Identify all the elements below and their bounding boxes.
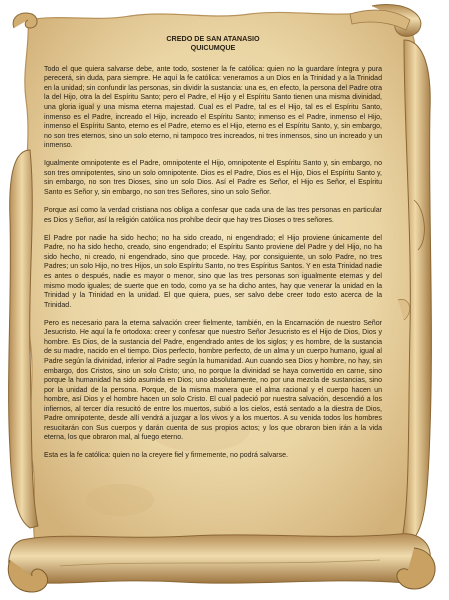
paragraph-1: Todo el que quiera salvarse debe, ante todo, sostener la fe católica: quien no la guardare íntegra y pura perecerá, sin duda, para siempre. He aquí la fe católica: veneramos a un Dios en la Trinidad y a la Trinidad en la unidad; sin confundir las personas, sin dividir la sustancia: una es, en efecto, la persona del Padre otra la del Hijo, otra la del Espíritu Santo; pero el Padre, el Hijo y el Espíritu Santo tienen una misma divinidad, una gloria igual y una misma eterna majestad. Cual es el Padre, tal es el Hijo, tal es el Espíritu Santo, inmenso es el Padre, increado el Hijo, increado el Espíritu Santo; inmenso es el Padre, inmenso el Hijo, inmenso el Espíritu Santo, eterno es el Padre, eterno es el Hijo, eterno es el Espíritu Santo, y, sin embargo, no son tres eternos, sino un solo eterno, ni tampoco tres increados, ni tres inmensos, sino un increado y un inmenso.	[44, 65, 382, 150]
top-left-curl	[13, 13, 37, 28]
title-line-1: CREDO DE SAN ATANASIO	[166, 34, 260, 43]
document-title	[44, 34, 382, 53]
bottom-roll	[9, 534, 430, 583]
creed-text	[44, 34, 382, 524]
paragraph-4: El Padre por nadie ha sido hecho; no ha sido creado, ni engendrado; el Hijo proviene únicamente del Padre, no ha sido hecho, creado, sino engendrado; el Espíritu Santo proviene del Padre y del Hijo, no ha sido hecho, ni creado, ni engendrado, sino que procede. Hay, por consiguiente, un solo Padre, no tres Padres; un solo Hijo, no tres Hijos, un solo Espíritu Santo, no tres Espíritus Santos. Y en esta Trinidad nadie es antes o después, nadie es mayor o menor, sino que las tres personas son igualmente eternas y del mismo modo iguales; de suerte que en todo, como ya se ha dicho antes, hay que venerar la unidad en la Trinidad y la Trinidad en la unidad. El que quiera, pues, ser salvo debe creer todo esto acerca de la Trinidad.	[44, 234, 382, 309]
paragraph-5: Pero es necesario para la eterna salvación creer fielmente, también, en la Encarnación de nuestro Señor Jesucristo. He aquí la fe ortodoxa: creer y confesar que nuestro Señor Jesucristo es el Hijo de Dios, Dios y hombre. Es Dios, de la sustancia del Padre, engendrado antes de los siglos; y es hombre, de la sustancia de su madre, nacido en el tiempo. Dios perfecto, hombre perfecto, de un alma y un cuerpo humano, igual al Padre según la divinidad, inferior al Padre según la humanidad. Aun cuando sea Dios y hombre, no hay, sin embargo, dos Cristos, sino un solo Cristo; uno, no porque la divinidad se haya convertido en carne, sino porque la humanidad ha sido asumida en Dios; uno absolutamente, no por una mezcla de sustancias, sino por la unidad de la persona. Porque, de la misma manera que el alma racional y el cuerpo hacen un hombre, así Dios y el hombre hacen un solo Cristo. El cual padeció por nuestra salvación, descendió a los infiernos, al tercer día resucitó de entre los muertos, subió a los cielos, está sentado a la diestra de Dios, Padre omnipotente, desde allí vendrá a juzgar a los vivos y a los muertos. A su venida todos los hombres resucitarán con Sus cuerpos y darán cuenta de sus propios actos; y los que obraron bien irán a la vida eterna, los que obraron mal, al fuego eterno.	[44, 319, 382, 442]
paragraph-6: Esta es la fe católica: quien no la creyere fiel y firmemente, no podrá salvarse.	[44, 452, 289, 460]
paragraph-2: Igualmente omnipotente es el Padre, omnipotente el Hijo, omnipotente el Espíritu Santo y, sin embargo, no son tres omnipotentes, sino un solo omnipotente. Dios es el Padre, Dios es el Hijo, Dios el Espíritu Santo y, sin embargo, no son tres Dioses, sino un solo Dios. Así el Padre es Señor, el Hijo es Señor, el Espíritu Santo es Señor y, sin embargo, no son tres Señores, sino un solo Señor.	[44, 160, 382, 196]
title-line-2: QUICUMQUE	[190, 43, 236, 53]
paragraph-3: Porque así como la verdad cristiana nos obliga a confesar que cada una de las tres personas en particular es Dios y Señor, así la religión católica nos prohíbe decir que hay tres Dioses o tres señores.	[44, 207, 382, 224]
